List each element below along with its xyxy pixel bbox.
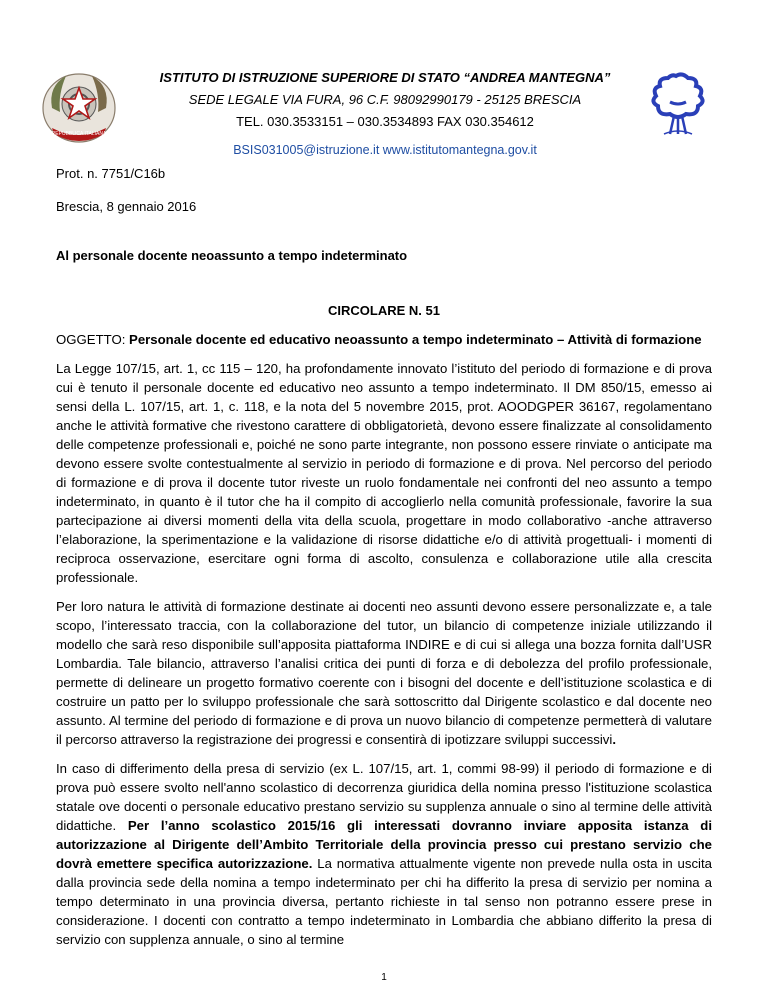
circular-number: CIRCOLARE N. 51	[328, 303, 440, 318]
institute-name: ISTITUTO DI ISTRUZIONE SUPERIORE DI STATO “ANDREA MANTEGNA”	[159, 70, 611, 85]
subject-text: Personale docente ed educativo neoassunto a tempo indeterminato – Attività di formazione	[129, 332, 702, 347]
paragraph-2	[56, 597, 712, 749]
document-date: Brescia, 8 gennaio 2016	[56, 199, 197, 214]
institute-logo-icon	[648, 72, 708, 142]
institute-contacts[interactable]: BSIS031005@istruzione.it www.istitutomantegna.gov.it	[233, 143, 537, 157]
recipient-line: Al personale docente neoassunto a tempo indeterminato	[56, 248, 408, 263]
paragraph-2-text: Per loro natura le attività di formazione destinate ai docenti neo assunti devono essere personalizzate e, a tale scopo, l’interessato traccia, con la collaborazione del tutor, un bilancio di competenze iniziale utilizzando il modello che sarà reso disponibile sull’apposita piattaforma INDIRE e di cui si allega una bozza fornita dall’USR Lombardia. Tale bilancio, attraverso l’analisi critica dei punti di forza e di debolezza del profilo professionale, permette di delineare un progetto formativo coerente con i bisogni del docente e dell’istituzione scolastica e di costruire un patto per lo sviluppo professionale che sarà sottoscritto dal Dirigente scolastico e dal docente neo assunto. Al termine del periodo di formazione e di prova un nuovo bilancio di competenze permetterà di valutare il percorso attraverso la registrazione dei progressi e consentirà di ipotizzare sviluppi successivi	[56, 599, 712, 747]
institute-phones: TEL. 030.3533151 – 030.3534893 FAX 030.354612	[236, 114, 534, 129]
letterhead	[120, 70, 650, 158]
subject-label: OGGETTO:	[56, 332, 130, 347]
paragraph-3	[56, 759, 712, 949]
emblem-banner-text: REPUBBLICA ITALIANA	[51, 131, 107, 137]
institute-address: SEDE LEGALE VIA FURA, 96 C.F. 98092990179 - 25125 BRESCIA	[188, 92, 582, 107]
paragraph-3-part-c: La normativa attualmente vigente non prevede nulla osta in uscita dalla provincia sede della nomina a tempo indeterminato per chi ha differito la presa di servizio per nomina a tempo determinato in una provincia diversa, pertanto richieste in tal senso non potranno essere prese in considerazione. I docenti con contratto a tempo indeterminato in Lombardia che abbiano differito la presa di servizio con supplenza annuale, o sino al termine	[56, 856, 712, 947]
document-body	[56, 330, 712, 959]
paragraph-2-end: .	[612, 732, 616, 747]
subject-line	[56, 330, 712, 349]
protocol-number: Prot. n. 7751/C16b	[56, 166, 166, 181]
paragraph-3-part-b: Per l’anno scolastico 2015/16 gli interessati dovranno inviare apposita istanza di autorizzazione al Dirigente dell’Ambito Territoriale della provincia presso cui prestano servizio che dovrà emettere specifica autorizzazione.	[56, 818, 712, 871]
paragraph-3-part-a: In caso di differimento della presa di servizio (ex L. 107/15, art. 1, commi 98-99) il periodo di formazione e di prova può essere svolto nell'anno scolastico di decorrenza giuridica della nomina presso l'istituzione scolastica statale ove docenti o personale educativo prestano servizio su supplenza annuale o sino al termine delle attività didattiche.	[56, 761, 712, 833]
italian-republic-emblem-icon	[38, 68, 120, 146]
page-number: 1	[381, 972, 387, 983]
paragraph-1: La Legge 107/15, art. 1, cc 115 – 120, ha profondamente innovato l’istituto del periodo di formazione e di prova cui è tenuto il personale docente ed educativo neo assunto a tempo indeterminato. Il DM 850/15, emesso ai sensi della L. 107/15, art. 1, c. 118, e la nota del 5 novembre 2015, prot. AOODGPER 36167, regolamentano anche le attività formative che rivestono carattere di obbligatorietà, devono essere finalizzate al consolidamento delle competenze professionali e, poiché ne sono parte integrante, non possono essere rinviate o anticipate ma devono essere svolte contestualmente al servizio in periodo di formazione e di prova. Nel percorso del periodo di formazione e di prova il docente tutor riveste un ruolo fondamentale nei confronti del neo assunto a tempo indeterminato, in quanto è il tutor che ha il compito di accoglierlo nella comunità professionale, favorire la sua partecipazione ai diversi momenti della vita della scuola, progettare in modo collaborativo -anche attraverso l’elaborazione, la sperimentazione e la validazione di risorse didattiche e/o di attività progettuali- i momenti di reciproca osservazione, esercitare ogni forma di ascolto, consulenza e collaborazione utile alla crescita professionale.	[56, 361, 712, 585]
